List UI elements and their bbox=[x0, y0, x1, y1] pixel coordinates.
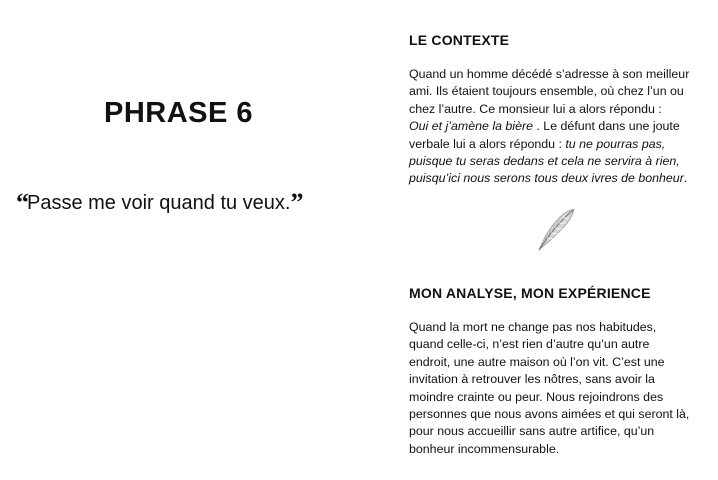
context-paragraph bbox=[409, 66, 709, 188]
phrase-title: PHRASE 6 bbox=[104, 97, 254, 129]
context-line bbox=[409, 136, 709, 153]
context-italic-run: puisqu’ici nous serons tous deux ivres de bonheur bbox=[409, 171, 684, 186]
context-line bbox=[409, 83, 709, 100]
right-page bbox=[409, 0, 709, 480]
context-line bbox=[409, 118, 709, 135]
analysis-heading: MON ANALYSE, MON EXPÉRIENCE bbox=[409, 285, 651, 301]
analysis-line: bonheur incommensurable. bbox=[409, 441, 560, 456]
context-run: chez l’autre. Ce monsieur lui a alors répondu : bbox=[409, 101, 662, 116]
context-italic-run: tu ne pourras pas, bbox=[565, 136, 666, 151]
context-run: verbale lui a alors répondu : bbox=[409, 136, 566, 151]
closing-quote-mark: ” bbox=[290, 188, 302, 217]
context-italic-run: puisque tu seras dedans et cela ne servira à rien, bbox=[409, 154, 680, 169]
analysis-paragraph bbox=[409, 319, 709, 458]
context-run: . bbox=[683, 171, 688, 186]
opening-quote-mark: “ bbox=[16, 188, 27, 217]
feather-icon bbox=[533, 206, 577, 254]
analysis-line: personnes que nous avons aimées et qui seront là, bbox=[409, 407, 690, 422]
analysis-line: moindre crainte ou peur. Nous rejoindrons des bbox=[409, 389, 664, 404]
analysis-line: quand celle-ci, n’est rien d’autre qu’un autre bbox=[409, 337, 650, 352]
analysis-line: invitation à retrouver les nôtres, sans avoir la bbox=[409, 372, 655, 387]
context-heading: LE CONTEXTE bbox=[409, 32, 510, 48]
context-line bbox=[409, 66, 709, 83]
context-line bbox=[409, 101, 709, 118]
analysis-line: Quand la mort ne change pas nos habitudes, bbox=[409, 320, 657, 334]
analysis-line: endroit, une autre maison où l’on vit. C’est une bbox=[409, 354, 665, 369]
context-line bbox=[409, 153, 709, 170]
context-run: . Le défunt dans une joute bbox=[532, 119, 680, 134]
context-run: ami. Ils étaient toujours ensemble, où chez l’un ou bbox=[409, 84, 684, 99]
context-run: Quand un homme décédé s’adresse à son meilleur bbox=[409, 67, 690, 81]
context-italic-run: Oui et j’amène la bière bbox=[409, 119, 533, 134]
analysis-line: pour nous accueillir sans autre artifice, qu’un bbox=[409, 424, 655, 439]
quote bbox=[16, 186, 301, 216]
quote-text: Passe me voir quand tu veux. bbox=[27, 192, 291, 214]
context-line bbox=[409, 170, 709, 187]
